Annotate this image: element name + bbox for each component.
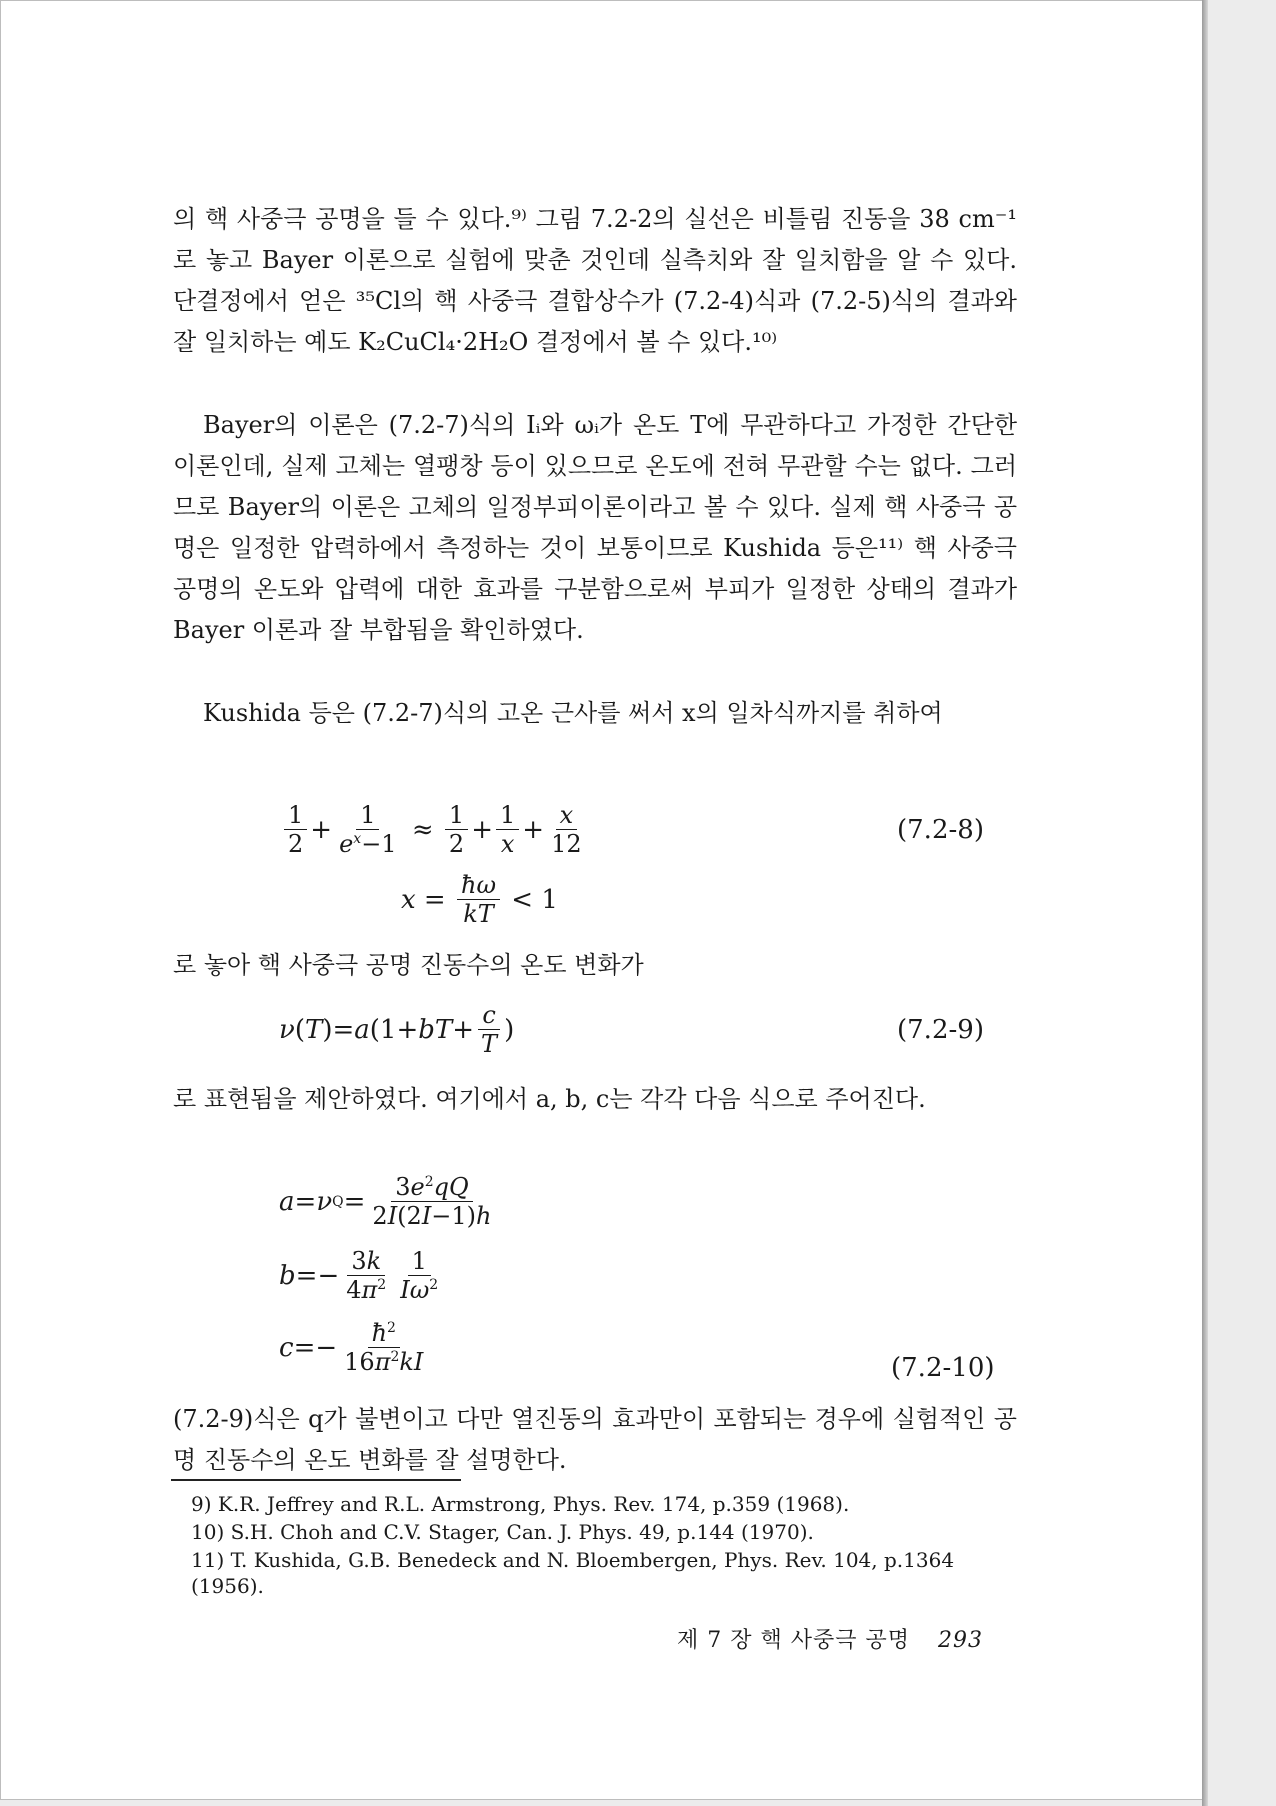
- equation-number-7-2-10: (7.2-10): [891, 1353, 995, 1383]
- footnote-divider: [171, 1479, 461, 1481]
- equation-number-7-2-9: (7.2-9): [897, 1015, 984, 1045]
- footnote-9: 9) K.R. Jeffrey and R.L. Armstrong, Phys. Rev. 174, p.359 (1968).: [191, 1492, 850, 1516]
- paragraph-5: 로 표현됨을 제안하였다. 여기에서 a, b, c는 각각 다음 식으로 주어진다.: [173, 1085, 926, 1113]
- footnote-11: 11) T. Kushida, G.B. Benedeck and N. Bloembergen, Phys. Rev. 104, p.1364 (1956).: [191, 1548, 955, 1598]
- paragraph-2: Bayer의 이론은 (7.2-7)식의 Iᵢ와 ωᵢ가 온도 T에 무관하다고 가정한 간단한 이론인데, 실제 고체는 열팽창 등이 있으므로 온도에 전혀 무관할 수는 없다. 그러므로 Bayer의 이론은 고체의 일정부피이론이라고 볼 수 있다. 실제 핵 사중극 공명은 일정한 압력하에서 측정하는 것이 보통이므로 Kushida 등은¹¹⁾ 핵 사중극 공명의 온도와 압력에 대한 효과를 구분함으로써 부피가 일정한 상태의 결과가 Bayer 이론과 잘 부합됨을 확인하였다.: [173, 411, 1017, 644]
- equation-7-2-8-line2: x = $\frac{ħ\omega}{kT}$ < 1: [401, 871, 558, 928]
- footnote-10: 10) S.H. Choh and C.V. Stager, Can. J. Phys. 49, p.144 (1970).: [191, 1520, 814, 1544]
- equation-7-2-8-line1: $\frac{1}{2}$ + $\frac{1}{e^x-1}$ ≈ $\frac{1}{2}$ + $\frac{1}{x}$ + $\frac{x}{12}$: [281, 801, 589, 858]
- paragraph-1: 의 핵 사중극 공명을 들 수 있다.⁹⁾ 그림 7.2-2의 실선은 비틀림 진동을 38 cm⁻¹로 놓고 Bayer 이론으로 실험에 맞춘 것인데 실측치와 잘 일치함을 알 수 있다. 단결정에서 얻은 ³⁵Cl의 핵 사중극 결합상수가 (7.2-4)식과 (7.2-5)식의 결과와 잘 일치하는 예도 K₂CuCl₄·2H₂O 결정에서 볼 수 있다.¹⁰⁾: [173, 205, 1017, 356]
- paragraph-4: 로 놓아 핵 사중극 공명 진동수의 온도 변화가: [173, 951, 644, 979]
- page-number: 293: [937, 1628, 983, 1653]
- page-footer: [677, 1623, 983, 1654]
- equation-7-2-9: ν ( T )= a (1+ bT + $\frac{c}{T}$ ): [279, 1001, 515, 1058]
- paragraph-3: Kushida 등은 (7.2-7)식의 고온 근사를 써서 x의 일차식까지를 취하여: [203, 699, 943, 727]
- equation-number-7-2-8: (7.2-8): [897, 815, 984, 845]
- equation-7-2-10-c: c =− $\frac{ħ^2}{16\pi^2kI}$: [279, 1319, 424, 1376]
- page-edge-shadow: [1202, 0, 1208, 1806]
- equation-7-2-10-b: b =− $\frac{3k}{4\pi^2}$ $\frac{1}{I\omega^2}$: [279, 1247, 439, 1304]
- equation-7-2-10-a: a = ν Q = $\frac{3e^2qQ}{2I(2I-1)h}$: [279, 1173, 492, 1230]
- footer-chapter: 제 7 장 핵 사중극 공명: [677, 1628, 910, 1653]
- paragraph-6: (7.2-9)식은 q가 불변이고 다만 열진동의 효과만이 포함되는 경우에 실험적인 공명 진동수의 온도 변화를 잘 설명한다.: [173, 1405, 1017, 1474]
